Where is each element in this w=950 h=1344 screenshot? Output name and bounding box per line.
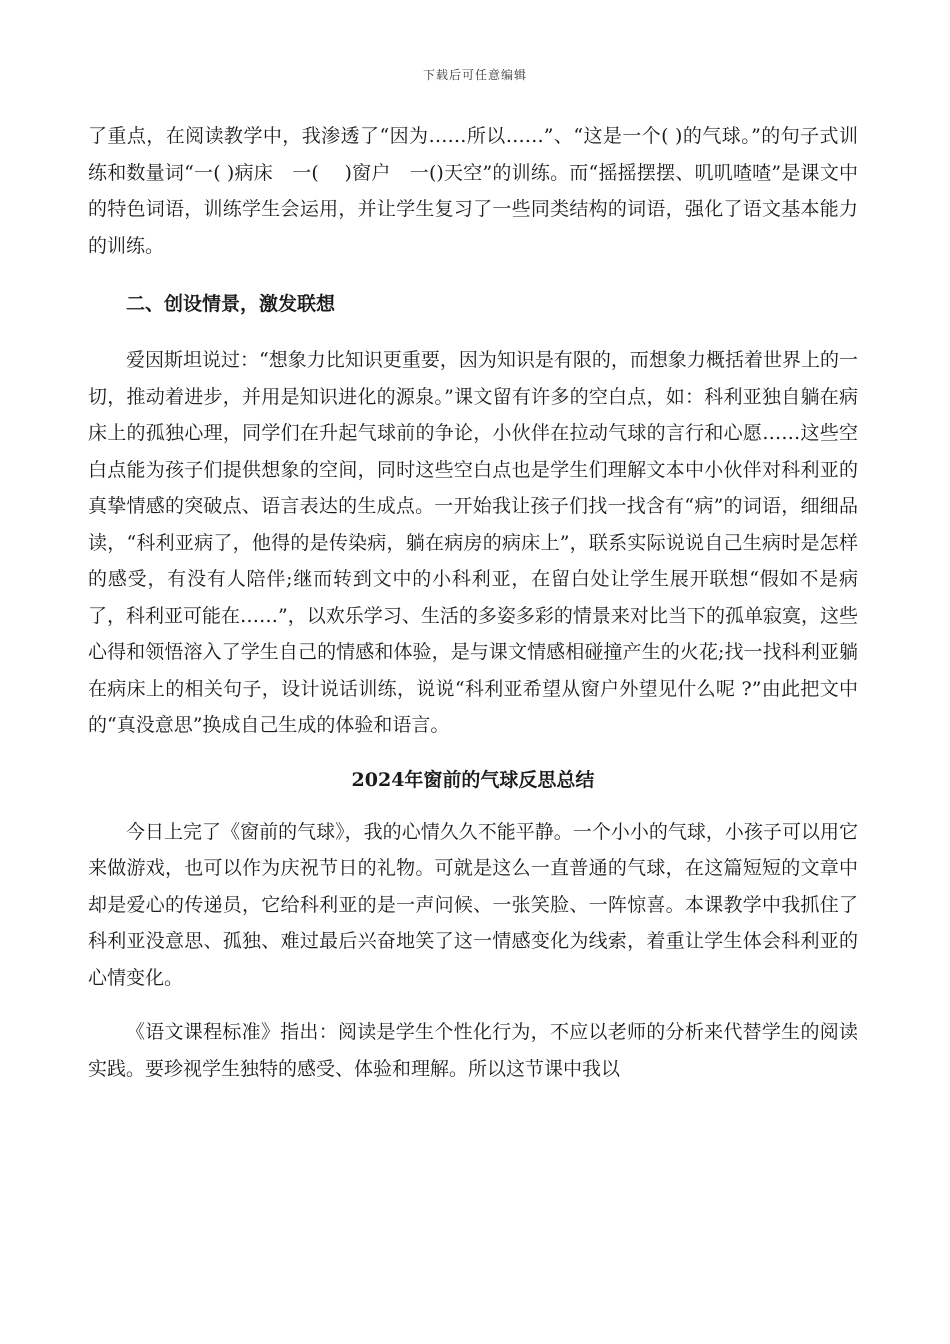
document-title: 2024年窗前的气球反思总结 [351,768,595,791]
document-body [88,118,858,1087]
paragraph-gap [88,996,858,1014]
page-header: 下载后可任意编辑 [422,68,527,82]
section-heading: 二、创设情景，激发联想 [126,293,336,315]
paragraph-lesson-reflection: 今日上完了《窗前的气球》，我的心情久久不能平静。一个小小的气球，小孩子可以用它来做游戏，也可以作为庆祝节日的礼物。可就是这么一直普通的气球，在这篇短短的文章中却是爱心的传递员，它给科利亚的是一声问候、一张笑脸、一阵惊喜。本课教学中我抓住了科利亚没意思、孤独、难过最后兴奋地笑了这一情感变化为线索，着重让学生体会科利亚的心情变化。 [88,820,858,989]
paragraph-curriculum-standard: 《语文课程标准》指出：阅读是学生个性化行为，不应以老师的分析来代替学生的阅读实践。要珍视学生独特的感受、体验和理解。所以这节课中我以 [88,1021,858,1080]
paragraph-continued: 了重点，在阅读教学中，我渗透了“因为……所以……”、“这是一个( )的气球。”的句子式训练和数量词“一( )病床 一( )窗户 一()天空”的训练。而“摇摇摆摆、叽叽喳喳”是课文中的特色词语，训练学生会运用，并让学生复习了一些同类结构的词语，强化了语文基本能力的训练。 [88,125,858,257]
paragraph-imagination: 爱因斯坦说过：“想象力比知识更重要，因为知识是有限的，而想象力概括着世界上的一切，推动着进步，并用是知识进化的源泉。”课文留有许多的空白点，如：科利亚独自躺在病床上的孤独心理，同学们在升起气球前的争论，小伙伴在拉动气球的言行和心愿……这些空白点能为孩子们提供想象的空间，同时这些空白点也是学生们理解文本中小伙伴对科利亚的真挚情感的突破点、语言表达的生成点。一开始我让孩子们找一找含有“病”的词语，细细品读，“科利亚病了，他得的是传染病，躺在病房的病床上”，联系实际说说自己生病时是怎样的感受，有没有人陪伴;继而转到文中的小科利亚，在留白处让学生展开联想“假如不是病了，科利亚可能在……”，以欢乐学习、生活的多姿多彩的情景来对比当下的孤单寂寞，这些心得和领悟溶入了学生自己的情感和体验，是与课文情感相碰撞产生的火花;找一找科利亚躺在病床上的相关句子，设计说话训练，说说“科利亚希望从窗户外望见什么呢 ?”由此把文中的“真没意思”换成自己生成的体验和语言。 [88,349,858,736]
